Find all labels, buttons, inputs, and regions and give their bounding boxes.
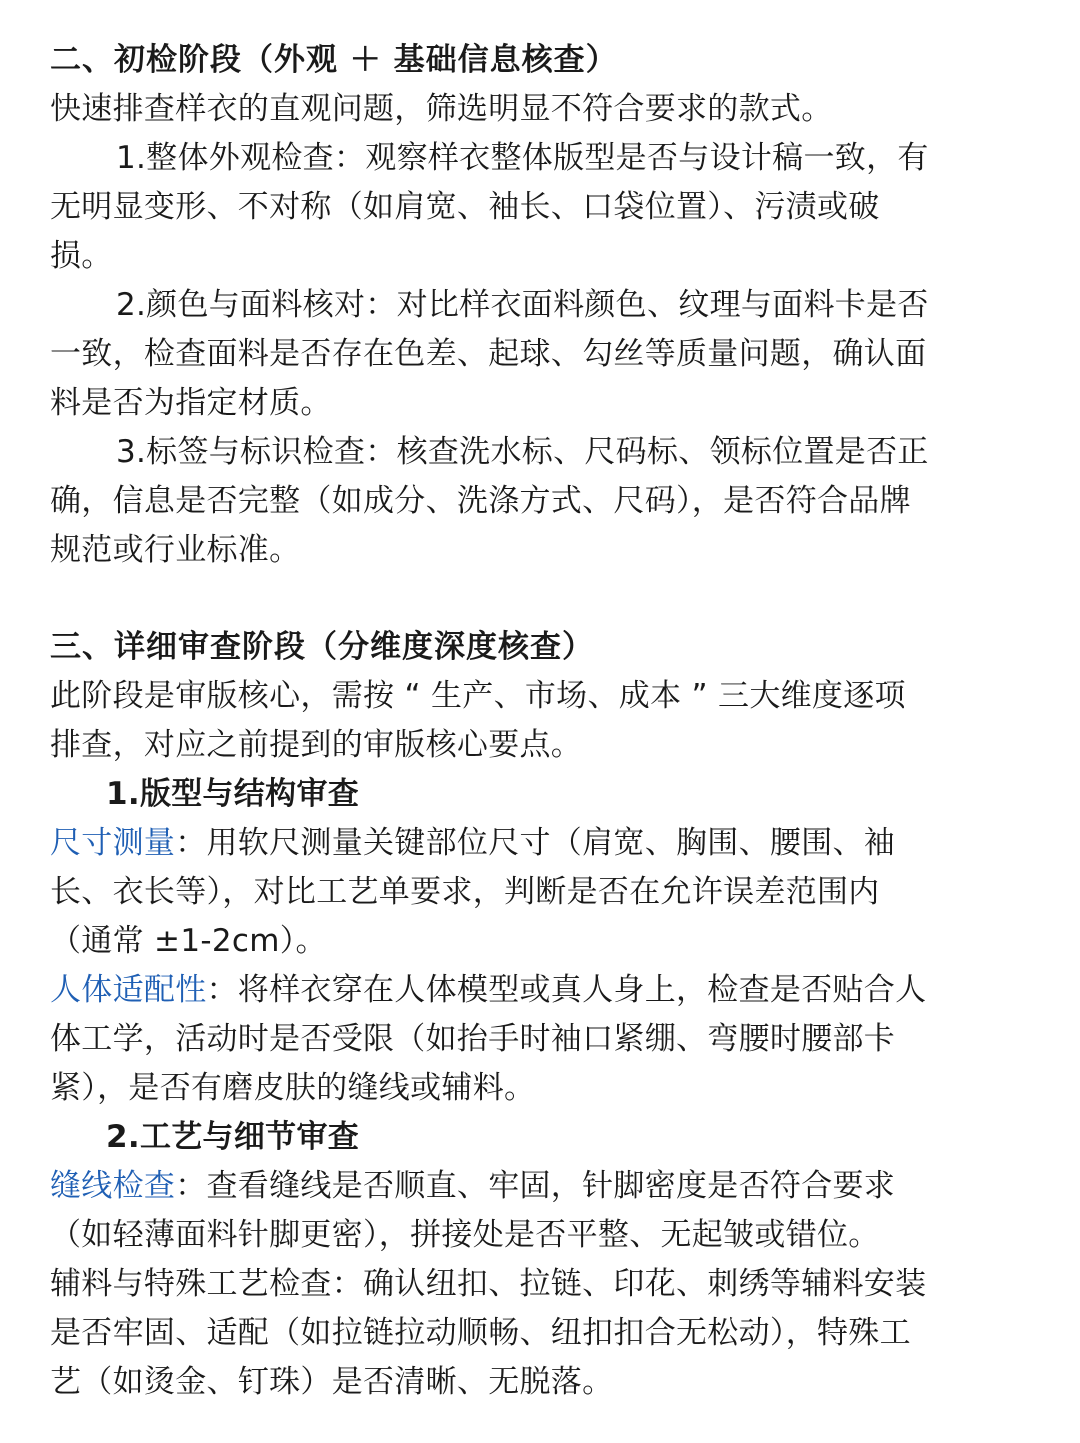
seam-check-text: ：查看缝线是否顺直、牢固，针脚密度是否符合要求 [175,1168,896,1204]
accessory-check-line1: 辅料与特殊工艺检查：确认纽扣、拉链、印花、刺绣等辅料安装 [50,1266,927,1302]
seam-check-label: 缝线检查 [50,1168,176,1204]
section3-intro-line1: 此阶段是审版核心，需按 “ 生产、市场、成本 ” 三大维度逐项 [50,678,906,714]
body-fit-line1 [50,966,1040,1015]
section2-item1-line1: 1.整体外观检查：观察样衣整体版型是否与设计稿一致，有 [116,140,929,176]
document [50,36,1040,1407]
body-fit-line2: 体工学，活动时是否受限（如抬手时袖口紧绷、弯腰时腰部卡 [50,1021,896,1057]
section2-item2-line3: 料是否为指定材质。 [50,385,332,421]
subsection2-title: 2.工艺与细节审查 [106,1119,360,1155]
section2-item3-line1: 3.标签与标识检查：核查洗水标、尺码标、领标位置是否正 [116,434,929,470]
size-measure-line2: 长、衣长等），对比工艺单要求，判断是否在允许误差范围内 [50,874,880,910]
accessory-check-line3: 艺（如烫金、钉珠）是否清晰、无脱落。 [50,1364,614,1400]
body-fit-line3: 紧），是否有磨皮肤的缝线或辅料。 [50,1070,536,1106]
section2-item1-line3: 损。 [50,238,113,274]
seam-check-line2: （如轻薄面料针脚更密），拼接处是否平整、无起皱或错位。 [50,1217,880,1253]
accessory-check-line2: 是否牢固、适配（如拉链拉动顺畅、纽扣扣合无松动），特殊工 [50,1315,911,1351]
section-spacer [50,575,1040,623]
subsection1-title: 1.版型与结构审查 [106,776,360,812]
section3-title: 三、详细审查阶段（分维度深度核查） [50,629,594,665]
section2-item3-line3: 规范或行业标准。 [50,532,301,568]
size-measure-text: ：用软尺测量关键部位尺寸（肩宽、胸围、腰围、袖 [175,825,896,861]
section2-item3-line2: 确，信息是否完整（如成分、洗涤方式、尺码），是否符合品牌 [50,483,911,519]
section2-item1-line2: 无明显变形、不对称（如肩宽、袖长、口袋位置）、污渍或破 [50,189,880,225]
seam-check-line1 [50,1162,1040,1211]
section2-intro: 快速排查样衣的直观问题，筛选明显不符合要求的款式。 [50,91,833,127]
section3-intro-line2: 排查，对应之前提到的审版核心要点。 [50,727,583,763]
section2-title: 二、初检阶段（外观 ＋ 基础信息核查） [50,42,618,78]
section2-item2-line2: 一致，检查面料是否存在色差、起球、勾丝等质量问题，确认面 [50,336,927,372]
body-fit-text: ：将样衣穿在人体模型或真人身上，检查是否贴合人 [206,972,927,1008]
section2-item2-line1: 2.颜色与面料核对：对比样衣面料颜色、纹理与面料卡是否 [116,287,929,323]
size-measure-line1 [50,819,1040,868]
size-measure-line3: （通常 ±1-2cm）。 [50,923,327,959]
size-measure-label: 尺寸测量 [50,825,176,861]
body-fit-label: 人体适配性 [50,972,207,1008]
